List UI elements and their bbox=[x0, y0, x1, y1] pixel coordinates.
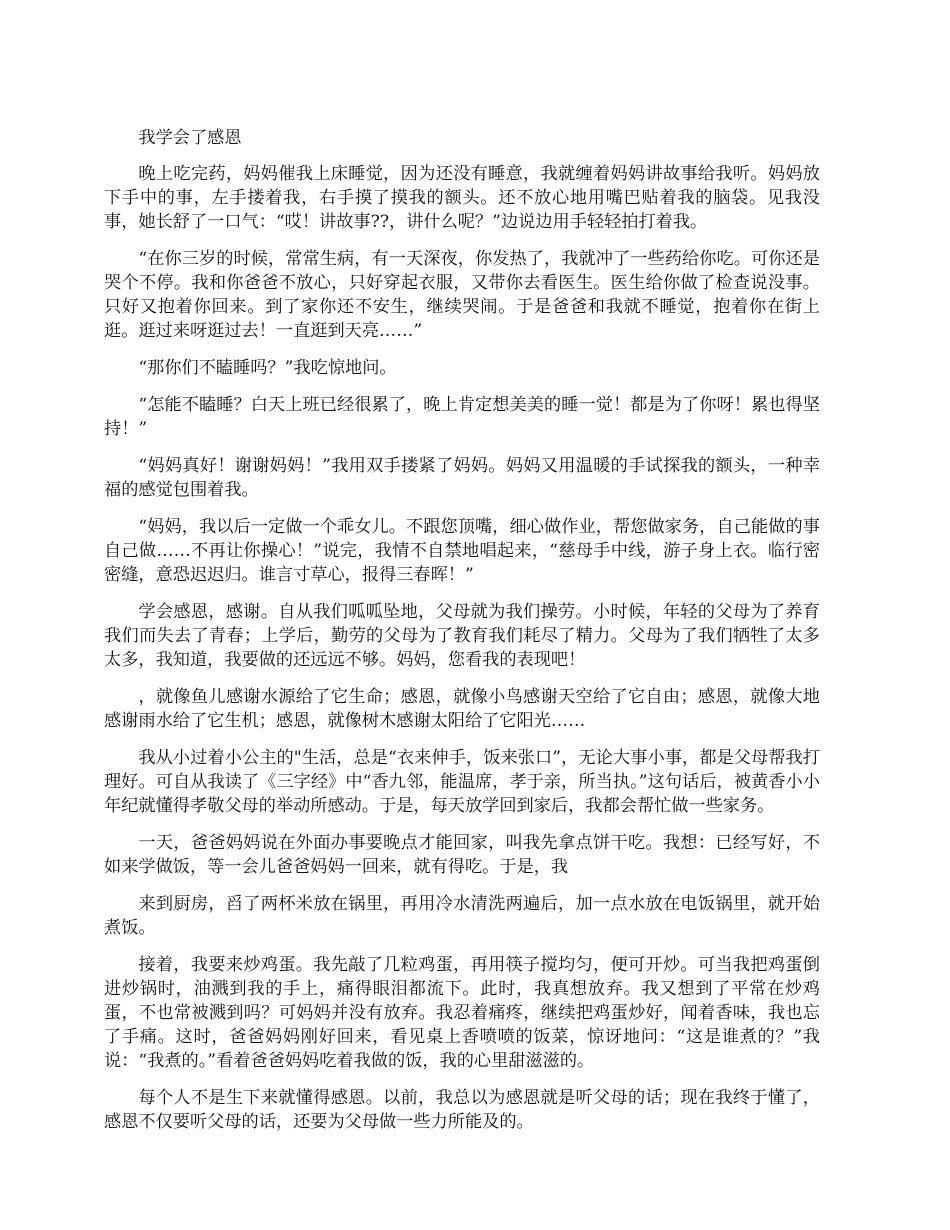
paragraph-10: 一天，爸爸妈妈说在外面办事要晚点才能回家，叫我先拿点饼干吃。我想：已经写好，不如来学做饭，等一会儿爸爸妈妈一回来，就有得吃。于是，我 bbox=[104, 833, 820, 877]
paragraph-6: “妈妈，我以后一定做一个乖女儿。不跟您顶嘴，细心做作业，帮您做家务，自己能做的事自己做……不再让你操心！”说完，我情不自禁地唱起来，“慈母手中线，游子身上衣。临行密密缝，意恐迟迟归。谁言寸草心，报得三春晖！” bbox=[104, 517, 820, 585]
paragraph-8: ，就像鱼儿感谢水源给了它生命；感恩，就像小鸟感谢天空给了它自由；感恩，就像大地感谢雨水给了它生机；感恩，就像树木感谢太阳给了它阳光…… bbox=[104, 687, 820, 731]
paragraph-11: 来到厨房，舀了两杯米放在锅里，再用冷水清洗两遍后，加一点水放在电饭锅里，就开始煮饭。 bbox=[104, 894, 820, 938]
paragraph-13: 每个人不是生下来就懂得感恩。以前，我总以为感恩就是听父母的话；现在我终于懂了，感恩不仅要听父母的话，还要为父母做一些力所能及的。 bbox=[104, 1088, 820, 1132]
paragraph-4: “怎能不瞌睡？白天上班已经很累了，晚上肯定想美美的睡一觉！都是为了你呀！累也得坚持！” bbox=[104, 395, 820, 439]
document-title: 我学会了感恩 bbox=[138, 128, 242, 148]
paragraph-2: “在你三岁的时候，常常生病，有一天深夜，你发热了，我就冲了一些药给你吃。可你还是哭个不停。我和你爸爸不放心，只好穿起衣服，又带你去看医生。医生给你做了检查说没事。只好又抱着你回来。到了家你还不安生，继续哭闹。于是爸爸和我就不睡觉，抱着你在街上逛。逛过来呀逛过去！一直逛到天亮……” bbox=[104, 249, 820, 341]
paragraph-5: “妈妈真好！谢谢妈妈！”我用双手搂紧了妈妈。妈妈又用温暖的手试探我的额头，一种幸福的感觉包围着我。 bbox=[104, 456, 820, 500]
paragraph-12: 接着，我要来炒鸡蛋。我先敲了几粒鸡蛋，再用筷子搅均匀，便可开炒。可当我把鸡蛋倒进炒锅时，油溅到我的手上，痛得眼泪都流下。此时，我真想放弃。我又想到了平常在炒鸡蛋，不也常被溅到吗？可妈妈并没有放弃。我忍着痛疼，继续把鸡蛋炒好，闻着香味，我也忘了手痛。这时，爸爸妈妈刚好回来，看见桌上香喷喷的饭菜，惊讶地问：“这是谁煮的？”我说：“我煮的。”看着爸爸妈妈吃着我做的饭，我的心里甜滋滋的。 bbox=[104, 955, 820, 1071]
paragraph-9: 我从小过着小公主的"生活，总是“衣来伸手，饭来张口”，无论大事小事，都是父母帮我打理好。可自从我读了《三字经》中“香九邻，能温席，孝于亲，所当执。”这句话后，被黄香小小年纪就懂得孝敬父母的举动所感动。于是，每天放学回到家后，我都会帮忙做一些家务。 bbox=[104, 748, 820, 816]
paragraph-7: 学会感恩，感谢。自从我们呱呱坠地，父母就为我们操劳。小时候，年轻的父母为了养育我们而失去了青春；上学后，勤劳的父母为了教育我们耗尽了精力。父母为了我们牺牲了太多太多，我知道，我要做的还远远不够。妈妈，您看我的表现吧！ bbox=[104, 602, 820, 670]
paragraph-3: “那你们不瞌睡吗？”我吃惊地问。 bbox=[138, 358, 397, 378]
paragraph-1: 晚上吃完药，妈妈催我上床睡觉，因为还没有睡意，我就缠着妈妈讲故事给我听。妈妈放下手中的事，左手搂着我，右手摸了摸我的额头。还不放心地用嘴巴贴着我的脑袋。见我没事，她长舒了一口气：“哎！讲故事??，讲什么呢？”边说边用手轻轻拍打着我。 bbox=[104, 164, 820, 232]
